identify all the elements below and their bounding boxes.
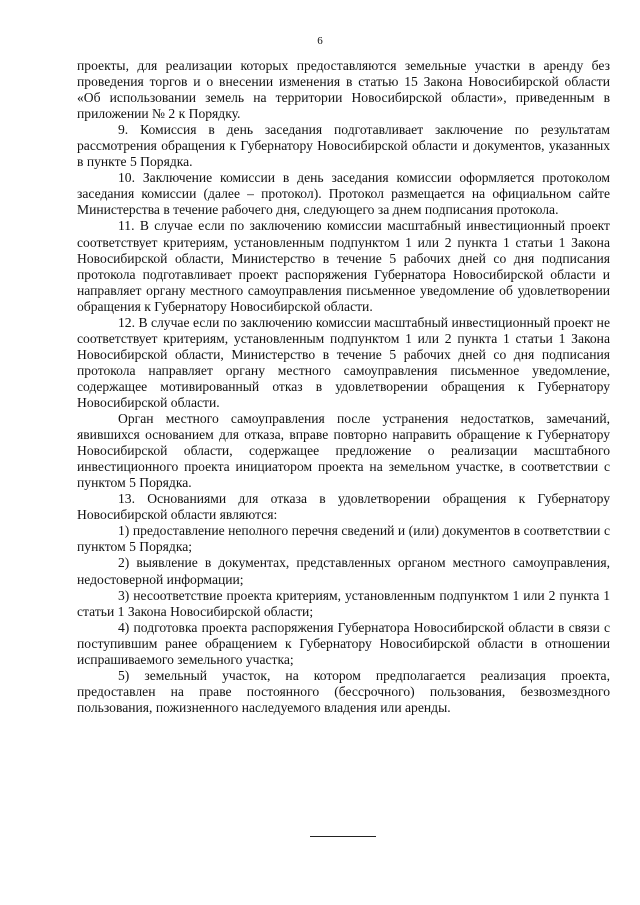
paragraph-item-10: 10. Заключение комиссии в день заседания комиссии оформляется протоколом заседания комиссии (далее – протокол). Протокол размещается на официальном сайте Министерства в течение рабочего дня, следующего за днем подписания протокола. <box>77 170 610 218</box>
page-number: 6 <box>317 35 323 47</box>
paragraph-resubmission: Орган местного самоуправления после устранения недостатков, замечаний, явившихся основанием для отказа, вправе повторно направить обращение к Губернатору Новосибирской области, содержащее предложение о реализации масштабного инвестиционного проекта инициатором проекта на земельном участке, в соответствии с пунктом 5 Порядка. <box>77 411 610 491</box>
list-item-4: 4) подготовка проекта распоряжения Губернатора Новосибирской области в связи с поступившим ранее обращением к Губернатору Новосибирской области в отношении испрашиваемого земельного участка; <box>77 619 610 667</box>
paragraph-item-11: 11. В случае если по заключению комиссии масштабный инвестиционный проект соответствует критериям, установленным подпунктом 1 или 2 пункта 1 статьи 1 Закона Новосибирской области, Министерство в течение 5 рабочих дней со дня подписания протокола подготавливает проект распоряжения Губернатора Новосибирской области и направляет органу местного самоуправления письменное уведомление об удовлетворении обращения к Губернатору Новосибирской области. <box>77 218 610 314</box>
paragraph-item-13: 13. Основаниями для отказа в удовлетворении обращения к Губернатору Новосибирской области являются: <box>77 491 610 523</box>
paragraph-item-9: 9. Комиссия в день заседания подготавливает заключение по результатам рассмотрения обращения к Губернатору Новосибирской области и документов, указанных в пункте 5 Порядка. <box>77 122 610 170</box>
list-item-1: 1) предоставление неполного перечня сведений и (или) документов в соответствии с пунктом 5 Порядка; <box>77 523 610 555</box>
list-item-5: 5) земельный участок, на котором предполагается реализация проекта, предоставлен на праве постоянного (бессрочного) пользования, безвозмездного пользования, пожизненного наследуемого владения или аренды. <box>77 667 610 715</box>
section-divider <box>310 836 376 837</box>
list-item-2: 2) выявление в документах, представленных органом местного самоуправления, недостоверной информации; <box>77 555 610 587</box>
paragraph-item-12: 12. В случае если по заключению комиссии масштабный инвестиционный проект не соответствует критериям, установленным подпунктом 1 или 2 пункта 1 статьи 1 Закона Новосибирской области, Министерство в течение 5 рабочих дней со дня подписания протокола направляет органу местного самоуправления письменное уведомление, содержащее мотивированный отказ в удовлетворении обращения к Губернатору Новосибирской области. <box>77 314 610 410</box>
paragraph-continuation: проекты, для реализации которых предоставляются земельные участки в аренду без проведения торгов и о внесении изменения в статью 15 Закона Новосибирской области «Об использовании земель на территории Новосибирской области», приведенным в приложении № 2 к Порядку. <box>77 58 610 122</box>
list-item-3: 3) несоответствие проекта критериям, установленным подпунктом 1 или 2 пункта 1 статьи 1 Закона Новосибирской области; <box>77 587 610 619</box>
document-body <box>77 58 610 716</box>
